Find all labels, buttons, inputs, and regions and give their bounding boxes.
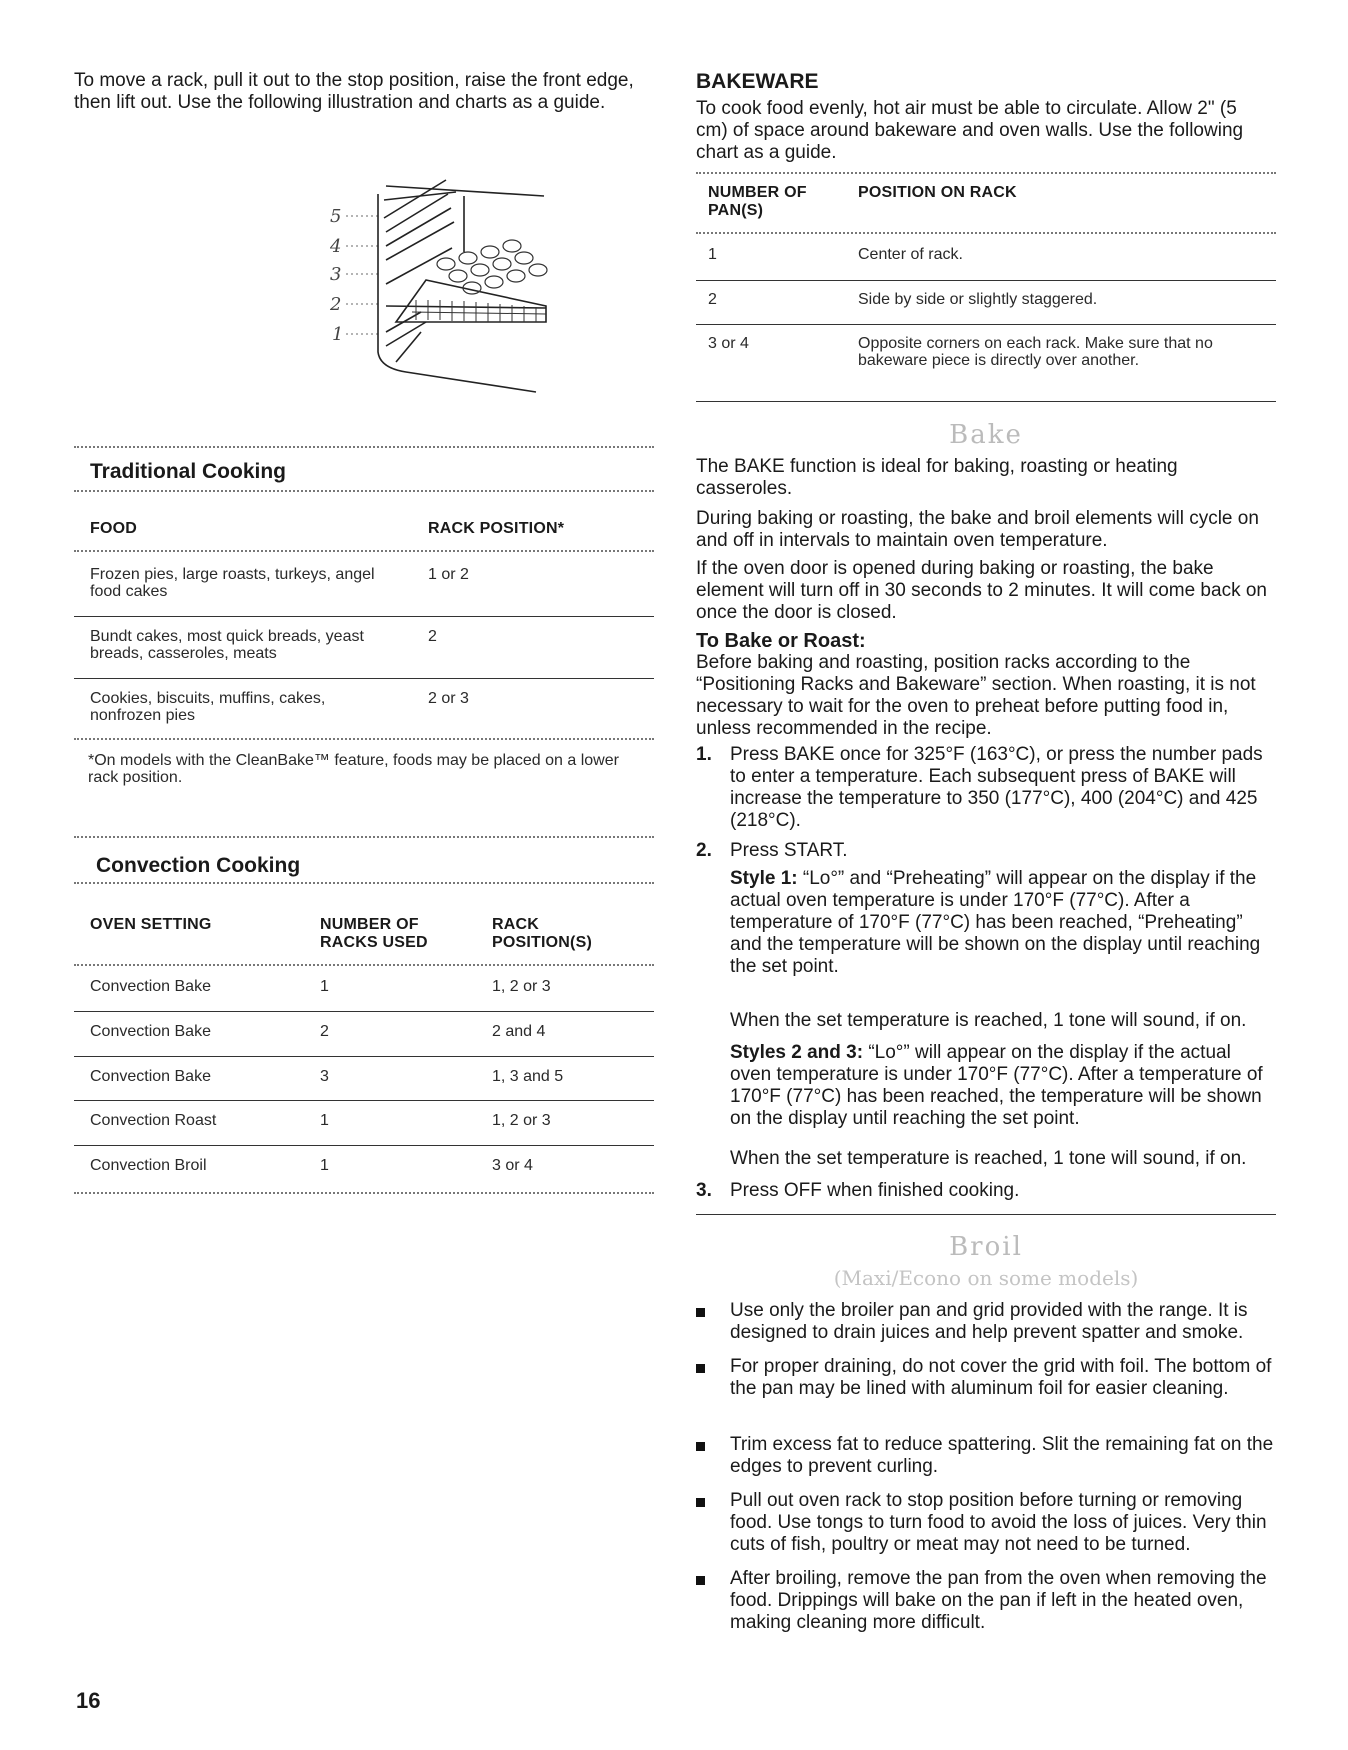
rack-label-3: 3 — [330, 264, 342, 285]
pans-cell: 1 — [708, 246, 717, 263]
setting-cell: Convection Roast — [90, 1112, 217, 1129]
convection-bottom-rule — [74, 1192, 654, 1194]
rack-label-1: 1 — [332, 324, 344, 345]
step-text: Press BAKE once for 325°F (163°C), or press the number pads to enter a temperature. Each subsequent press of BAKE will increase the temperature to 350 (177°C), 400 (204°C) and 425 (218°C). — [730, 744, 1263, 831]
bullet-text: Pull out oven rack to stop position before turning or removing food. Use tongs to turn food to avoid the loss of juices. Very thin cuts of fish, poultry or meat may not need to be turned. — [730, 1490, 1267, 1555]
table-row — [74, 978, 654, 1012]
bake-subtitle: To Bake or Roast: — [696, 630, 866, 652]
bullet-text: After broiling, remove the pan from the oven when removing the food. Drippings will bake on the pan if left in the heated oven, making cleaning more difficult. — [730, 1568, 1267, 1633]
bake-paragraph-2: During baking or roasting, the bake and broil elements will cycle on and off in intervals to maintain oven temperature. — [696, 508, 1259, 551]
row-divider — [74, 1056, 654, 1057]
table-row — [74, 1157, 654, 1191]
racks-cell: 3 — [320, 1068, 329, 1085]
racks-cell: 1 — [320, 978, 329, 995]
row-divider — [74, 1011, 654, 1012]
position-cell: 1, 3 and 5 — [492, 1068, 564, 1085]
convection-header-racks: NUMBER OF RACKS USED — [320, 916, 428, 951]
position-cell: 3 or 4 — [492, 1157, 533, 1174]
style-1-paragraph — [730, 868, 1276, 978]
table-row — [696, 291, 1276, 325]
step-number: 3. — [696, 1180, 712, 1201]
row-divider — [696, 324, 1276, 325]
bullet-icon — [696, 1442, 705, 1451]
broil-heading: Broil — [949, 1232, 1023, 1262]
bullet-text: For proper draining, do not cover the grid with foil. The bottom of the pan may be lined with aluminum foil for easier cleaning. — [730, 1356, 1272, 1399]
step-text: Press OFF when finished cooking. — [730, 1180, 1020, 1201]
convection-header-position: RACK POSITION(S) — [492, 916, 592, 951]
step-number: 1. — [696, 744, 712, 765]
position-cell: 1, 2 or 3 — [492, 1112, 551, 1129]
table-row — [696, 335, 1276, 385]
bakeware-paragraph: To cook food evenly, hot air must be able to circulate. Allow 2" (5 cm) of space around bakeware and oven walls. Use the following chart as a guide. — [696, 98, 1244, 163]
setting-cell: Convection Bake — [90, 1068, 211, 1085]
style-1-label: Style 1: — [730, 868, 798, 889]
traditional-title: Traditional Cooking — [90, 460, 287, 483]
position-cell: 1, 2 or 3 — [492, 978, 551, 995]
row-divider — [696, 280, 1276, 281]
racks-cell: 2 — [320, 1023, 329, 1040]
tone-note-2: When the set temperature is reached, 1 tone will sound, if on. — [730, 1148, 1247, 1169]
bullet-icon — [696, 1364, 705, 1373]
position-cell: 2 and 4 — [492, 1023, 546, 1040]
bake-bottom-rule — [696, 1214, 1276, 1215]
row-divider — [74, 1100, 654, 1101]
rack-label-4: 4 — [330, 236, 342, 257]
position-cell: Opposite corners on each rack. Make sure that no bakeware piece is directly over another. — [858, 335, 1213, 369]
rack-cell: 2 — [428, 628, 437, 645]
traditional-header-food: FOOD — [90, 520, 138, 537]
convection-title: Convection Cooking — [96, 854, 301, 877]
step-number: 2. — [696, 840, 712, 861]
table-row — [74, 690, 654, 730]
styles-2-3-paragraph — [730, 1042, 1276, 1130]
table-row — [696, 246, 1276, 280]
bakeware-header-position: POSITION ON RACK — [858, 184, 1017, 201]
convection-top-rule — [74, 836, 654, 838]
page-number: 16 — [76, 1688, 101, 1713]
rack-cell: 1 or 2 — [428, 566, 469, 583]
oven-rack-illustration — [246, 172, 586, 412]
traditional-title-rule — [74, 490, 654, 492]
table-row — [74, 628, 654, 678]
intro-paragraph: To move a rack, pull it out to the stop position, raise the front edge, then lift out. Use the following illustration and charts as a guide. — [74, 70, 634, 113]
traditional-footnote: *On models with the CleanBake™ feature, foods may be placed on a lower rack position. — [88, 752, 619, 786]
step-text: Press START. — [730, 840, 848, 861]
bakeware-bottom-rule — [696, 401, 1276, 402]
table-row — [74, 1023, 654, 1057]
racks-cell: 1 — [320, 1112, 329, 1129]
bake-heading: Bake — [949, 420, 1023, 450]
bullet-icon — [696, 1576, 705, 1585]
bake-paragraph-1: The BAKE function is ideal for baking, roasting or heating casseroles. — [696, 456, 1178, 499]
row-divider — [74, 1145, 654, 1146]
bullet-text: Trim excess fat to reduce spattering. Slit the remaining fat on the edges to prevent curling. — [730, 1434, 1274, 1477]
row-divider — [74, 678, 654, 679]
bake-paragraph-3: If the oven door is opened during baking or roasting, the bake element will turn off in 30 seconds to 2 minutes. It will come back on once the door is closed. — [696, 558, 1267, 623]
position-cell: Side by side or slightly staggered. — [858, 291, 1098, 308]
food-cell: Frozen pies, large roasts, turkeys, angel food cakes — [90, 566, 375, 600]
setting-cell: Convection Bake — [90, 978, 211, 995]
bullet-text: Use only the broiler pan and grid provided with the range. It is designed to drain juices and help prevent spatter and smoke. — [730, 1300, 1248, 1343]
style-1-text: “Lo°” and “Preheating” will appear on the display if the actual oven temperature is under 170°F (77°C). After a temperature of 170°F (77°C) has been reached, “Preheating” and the temperature will be shown on the display until reaching the set point. — [730, 868, 1261, 977]
position-cell: Center of rack. — [858, 246, 963, 263]
bake-paragraph-4: Before baking and roasting, position racks according to the “Positioning Racks and Bakeware” section. When roasting, it is not necessary to wait for the oven to preheat before putting food in, unless recommended in the recipe. — [696, 652, 1256, 739]
styles-2-3-label: Styles 2 and 3: — [730, 1042, 864, 1063]
oven-rack-drawing — [246, 172, 586, 412]
rack-label-2: 2 — [330, 294, 342, 315]
bakeware-header-number: NUMBER OF PAN(S) — [708, 184, 807, 219]
row-divider — [74, 616, 654, 617]
pans-cell: 2 — [708, 291, 717, 308]
rack-cell: 2 or 3 — [428, 690, 469, 707]
table-row — [74, 1068, 654, 1102]
pans-cell: 3 or 4 — [708, 335, 749, 352]
food-cell: Bundt cakes, most quick breads, yeast breads, casseroles, meats — [90, 628, 364, 662]
broil-subheading: (Maxi/Econo on some models) — [833, 1266, 1139, 1290]
racks-cell: 1 — [320, 1157, 329, 1174]
setting-cell: Convection Bake — [90, 1023, 211, 1040]
bullet-icon — [696, 1308, 705, 1317]
bakeware-header-rule — [696, 232, 1276, 234]
table-row — [74, 566, 654, 616]
bullet-icon — [696, 1498, 705, 1507]
rack-label-5: 5 — [330, 206, 342, 227]
traditional-top-rule — [74, 446, 654, 448]
convection-header-setting: OVEN SETTING — [90, 916, 212, 933]
bakeware-title: BAKEWARE — [696, 70, 819, 93]
bakeware-top-rule — [696, 172, 1276, 174]
convection-header-rule — [74, 964, 654, 966]
traditional-header-rule — [74, 550, 654, 552]
traditional-header-rack: RACK POSITION* — [428, 520, 565, 537]
setting-cell: Convection Broil — [90, 1157, 207, 1174]
styles-2-3-text: “Lo°” will appear on the display if the actual oven temperature is under 170°F (77°C). After a temperature of 170°F (77°C) has been reached, the temperature will be shown on the display until reaching the set point. — [730, 1042, 1263, 1129]
food-cell: Cookies, biscuits, muffins, cakes, nonfrozen pies — [90, 690, 326, 724]
table-row — [74, 1112, 654, 1146]
traditional-bottom-rule — [74, 738, 654, 740]
convection-title-rule — [74, 882, 654, 884]
tone-note-1: When the set temperature is reached, 1 tone will sound, if on. — [730, 1010, 1247, 1031]
